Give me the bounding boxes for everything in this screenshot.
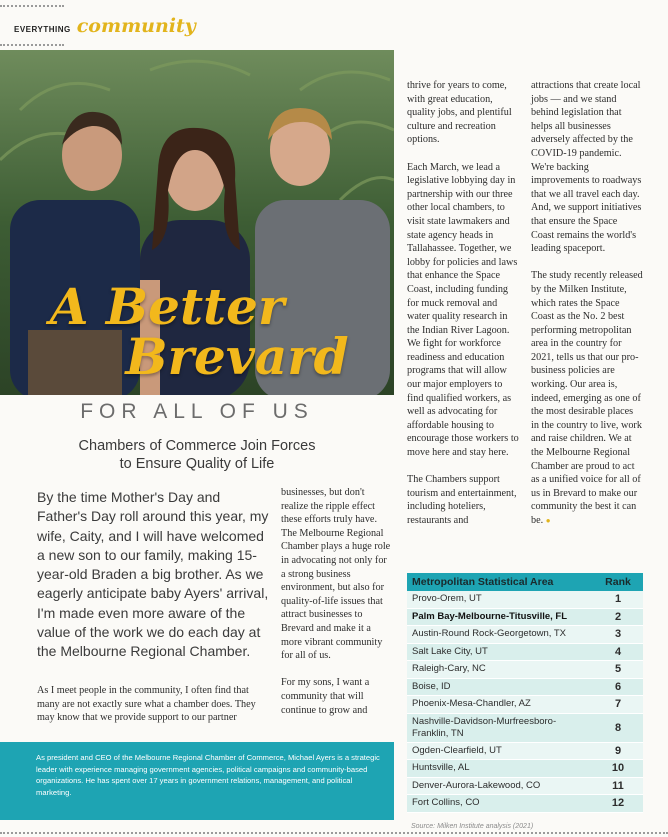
table-row [407, 778, 643, 796]
table-cell-rank: 10 [611, 762, 625, 775]
subtitle-line-1: Chambers of Commerce Join Forces [78, 438, 316, 454]
table-row [407, 743, 643, 761]
lead-paragraph: By the time Mother's Day and Father's Day roll around this year, my wife, Caity, and I will have welcomed a new son to our family, making 15-year-old Braden a big brother. As we eagerly anticipate baby Ayers' arrival, I'm made even more aware of the value of the work we do each day at the Melbourne Regional Chamber. [37, 489, 269, 660]
article-title [0, 277, 394, 386]
table-row [407, 679, 643, 697]
header-section-name: community [76, 15, 196, 37]
table-cell-rank: 1 [614, 593, 622, 606]
table-cell-area: Provo-Orem, UT [412, 593, 482, 605]
table-cell-area: Boise, ID [412, 680, 451, 692]
body-paragraph: Each March, we lead a legislative lobbying day in partnership with our three other local chambers, to visit state lawmakers and state agency heads in Tallahassee. Together, we lobby for policies and laws that enhance the Space Coast, including funding for muck removal and water quality research in the Indian River Lagoon. We fight for workforce readiness and education programs that will allow our major employers to find qualified workers, as well as advocating for affordable housing to encourage those workers to move here and stay here. [407, 161, 519, 459]
table-cell-area: Austin-Round Rock-Georgetown, TX [412, 628, 567, 640]
table-row [407, 609, 643, 627]
table-row [407, 591, 643, 609]
bottom-dotted-rule [0, 832, 668, 834]
table-row [407, 626, 643, 644]
table-row [407, 696, 643, 714]
table-cell-area: Huntsville, AL [412, 762, 470, 774]
table-row [407, 661, 643, 679]
table-cell-rank: 5 [614, 663, 622, 676]
body-paragraph [531, 269, 643, 527]
table-cell-rank: 4 [614, 645, 622, 658]
table-cell-rank: 8 [614, 721, 622, 734]
table-cell-area: Salt Lake City, UT [412, 645, 488, 657]
body-paragraph: As I meet people in the community, I often find that many are not exactly sure what a chamber does. They may know that we provide support to our partner [37, 685, 256, 724]
body-paragraph: attractions that create local jobs — and we stand behind legislation that helps all businesses adversely affected by the COVID-19 pandemic. We're backing improvements to roadways that we all travel each day. And, we support initiatives that ensure the Space Coast remains the world's leading spaceport. [531, 80, 642, 255]
column-header-area: Metropolitan Statistical Area [412, 576, 554, 588]
body-column-3 [407, 79, 519, 541]
header-dotted-rule [0, 44, 64, 46]
table-cell-area: Phoenix-Mesa-Chandler, AZ [412, 698, 531, 710]
top-dotted-rule [0, 5, 64, 7]
table-cell-rank: 2 [614, 610, 622, 623]
body-paragraph: businesses, but don't realize the ripple effect these efforts truly have. The Melbourne Regional Chamber plays a huge role in advocating not only for a strong business environment, but also for quality-of-life issues that attract businesses to Brevard and make it a more vibrant community for all of us. [281, 487, 391, 662]
table-cell-area: Ogden-Clearfield, UT [412, 744, 502, 756]
closing-paragraph-text: The study recently released by the Milken Institute, which rates the Space Coast as the No. 2 best performing metropolitan area in the country for 2021, tells us that our pro-business policies are working. Our area is, indeed, emerging as one of the most desirable places in the country to live, work and raise children. We at the Melbourne Regional Chamber are proud to act as a unified voice for all of us in Brevard to make our community the best it can be. [531, 270, 643, 526]
table-cell-area: Palm Bay-Melbourne-Titusville, FL [412, 610, 568, 622]
table-cell-rank: 9 [614, 744, 622, 757]
body-column-4 [531, 79, 643, 541]
table-cell-area: Raleigh-Cary, NC [412, 663, 486, 675]
table-header-row [407, 573, 643, 591]
body-paragraph: For my sons, I want a community that will continue to grow and [281, 677, 370, 716]
section-header [14, 15, 196, 37]
body-paragraph: thrive for years to come, with great education, quality jobs, and plentiful culture and recreation options. [407, 80, 512, 146]
table-cell-rank: 6 [614, 680, 622, 693]
table-cell-rank: 11 [612, 779, 624, 792]
table-row [407, 714, 643, 743]
body-paragraph: The Chambers support tourism and entertainment, including hoteliers, restaurants and [407, 474, 517, 526]
table-row [407, 795, 643, 813]
table-row [407, 644, 643, 662]
ranking-table [407, 573, 643, 813]
article-subtitle [0, 437, 394, 473]
table-cell-rank: 3 [614, 628, 622, 641]
author-bio: As president and CEO of the Melbourne Regional Chamber of Commerce, Michael Ayers is a strategic leader with experience managing government agencies, political campaigns and community-based organizations. He has spent over 17 years in government relations, management, and political marketing. [0, 742, 394, 820]
title-line-2: Brevard [125, 327, 349, 386]
body-column-1 [37, 684, 269, 738]
end-mark-icon: ● [545, 516, 551, 525]
header-kicker: EVERYTHING [14, 25, 71, 34]
table-row [407, 760, 643, 778]
table-cell-area: Denver-Aurora-Lakewood, CO [412, 779, 541, 791]
table-body [407, 591, 643, 813]
body-column-2 [281, 486, 393, 731]
article-tagline: FOR ALL OF US [80, 400, 314, 423]
table-cell-area: Nashville-Davidson-Murfreesboro-Franklin, TN [412, 715, 557, 739]
table-cell-rank: 12 [611, 797, 625, 810]
table-cell-rank: 7 [614, 698, 622, 711]
table-cell-area: Fort Collins, CO [412, 797, 480, 809]
title-line-1: A Better [49, 277, 285, 336]
table-source-note: Source: Milken Institute analysis (2021) [411, 823, 534, 830]
column-header-rank: Rank [605, 576, 631, 588]
subtitle-line-2: to Ensure Quality of Life [119, 456, 275, 472]
